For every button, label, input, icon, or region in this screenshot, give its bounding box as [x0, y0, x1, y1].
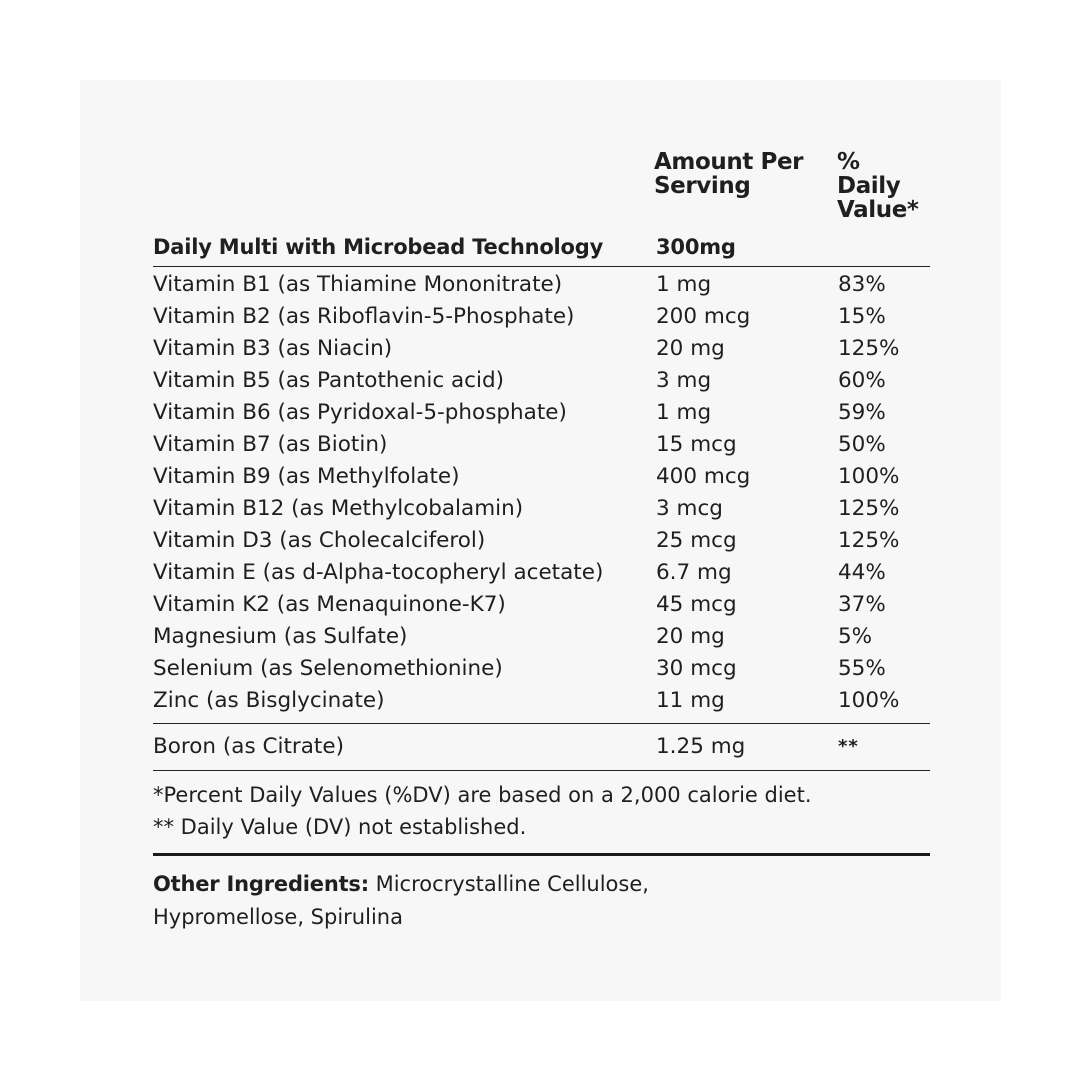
- nutrient-row: [153, 589, 930, 621]
- nutrient-amount: 15 mcg: [656, 432, 737, 457]
- other-ingredients-label: Other Ingredients:: [153, 872, 369, 896]
- nutrient-daily-value: 5%: [838, 624, 873, 649]
- nutrient-name: Selenium (as Selenomethionine): [153, 656, 503, 681]
- nutrient-amount: 400 mcg: [656, 464, 751, 489]
- nutrient-name: Vitamin D3 (as Cholecalciferol): [153, 528, 486, 553]
- nutrient-name: Vitamin B1 (as Thiamine Mononitrate): [153, 272, 563, 297]
- nutrient-name: Vitamin B9 (as Methylfolate): [153, 464, 460, 489]
- nutrient-amount: 11 mg: [656, 688, 725, 713]
- nutrient-name: Magnesium (as Sulfate): [153, 624, 408, 649]
- other-ingredients: [153, 856, 713, 934]
- nutrient-amount: 25 mcg: [656, 528, 737, 553]
- nutrient-daily-value: 55%: [838, 656, 886, 681]
- nutrient-name: Vitamin K2 (as Menaquinone-K7): [153, 592, 506, 617]
- nutrient-amount: 30 mcg: [656, 656, 737, 681]
- nutrient-amount: 3 mcg: [656, 496, 723, 521]
- nutrient-daily-value: 60%: [838, 368, 886, 393]
- dv-footnote: *Percent Daily Values (%DV) are based on a 2,000 calorie diet.: [153, 783, 812, 807]
- nutrient-row: [153, 269, 930, 301]
- not-established-footnote: ** Daily Value (DV) not established.: [153, 815, 527, 839]
- nutrient-row: [153, 301, 930, 333]
- nutrient-row: [153, 333, 930, 365]
- blend-name: Daily Multi with Microbead Technology: [153, 235, 604, 259]
- supplement-facts-panel: [80, 80, 1001, 1001]
- nutrient-name: Vitamin B3 (as Niacin): [153, 336, 393, 361]
- nutrient-row: [153, 365, 930, 397]
- nutrient-daily-value: 125%: [838, 496, 900, 521]
- nutrient-daily-value: 59%: [838, 400, 886, 425]
- nutrient-name: Vitamin B7 (as Biotin): [153, 432, 388, 457]
- column-headers: [153, 150, 930, 227]
- nutrient-daily-value: 50%: [838, 432, 886, 457]
- nutrient-row: [153, 557, 930, 589]
- nutrient-amount: 1 mg: [656, 400, 712, 425]
- nutrient-daily-value: 125%: [838, 528, 900, 553]
- nutrient-row: [153, 397, 930, 429]
- nutrient-amount: 20 mg: [656, 336, 725, 361]
- nutrient-daily-value: 15%: [838, 304, 886, 329]
- amount-per-serving-header: Amount Per Serving: [654, 149, 804, 199]
- nutrient-name: Zinc (as Bisglycinate): [153, 688, 385, 713]
- nutrient-daily-value: 125%: [838, 336, 900, 361]
- nutrient-row: [153, 461, 930, 493]
- supplement-label: [153, 150, 930, 934]
- nutrient-amount: 200 mcg: [656, 304, 751, 329]
- nutrient-amount: 45 mcg: [656, 592, 737, 617]
- nutrient-row: [153, 653, 930, 685]
- nutrient-row: [153, 685, 930, 717]
- other-ingredients-text: Microcrystalline Cellulose, Hypromellose, Spirulina: [153, 872, 649, 929]
- nutrient-name: Vitamin B5 (as Pantothenic acid): [153, 368, 504, 393]
- nutrient-name: Vitamin E (as d-Alpha-tocopheryl acetate): [153, 560, 604, 585]
- nutrient-amount: 1 mg: [656, 272, 712, 297]
- nutrient-row: [153, 621, 930, 653]
- nutrient-list: [153, 267, 930, 717]
- nutrient-name: Vitamin B6 (as Pyridoxal-5-phosphate): [153, 400, 567, 425]
- nutrient-name: Vitamin B2 (as Riboflavin-5-Phosphate): [153, 304, 575, 329]
- boron-row: [153, 723, 930, 771]
- nutrient-daily-value: 100%: [838, 688, 900, 713]
- nutrient-name: Boron (as Citrate): [153, 734, 344, 759]
- nutrient-daily-value: **: [838, 736, 859, 757]
- nutrient-amount: 6.7 mg: [656, 560, 732, 585]
- nutrient-daily-value: 44%: [838, 560, 886, 585]
- nutrient-row: [153, 525, 930, 557]
- blend-amount: 300mg: [656, 235, 736, 259]
- nutrient-daily-value: 83%: [838, 272, 886, 297]
- nutrient-name: Vitamin B12 (as Methylcobalamin): [153, 496, 524, 521]
- nutrient-daily-value: 37%: [838, 592, 886, 617]
- nutrient-row: [153, 429, 930, 461]
- nutrient-amount: 1.25 mg: [656, 734, 746, 759]
- footnotes: [153, 771, 930, 843]
- nutrient-daily-value: 100%: [838, 464, 900, 489]
- nutrient-row: [153, 493, 930, 525]
- daily-value-header: % Daily Value*: [837, 149, 919, 223]
- nutrient-amount: 20 mg: [656, 624, 725, 649]
- blend-row: [153, 227, 930, 267]
- nutrient-amount: 3 mg: [656, 368, 712, 393]
